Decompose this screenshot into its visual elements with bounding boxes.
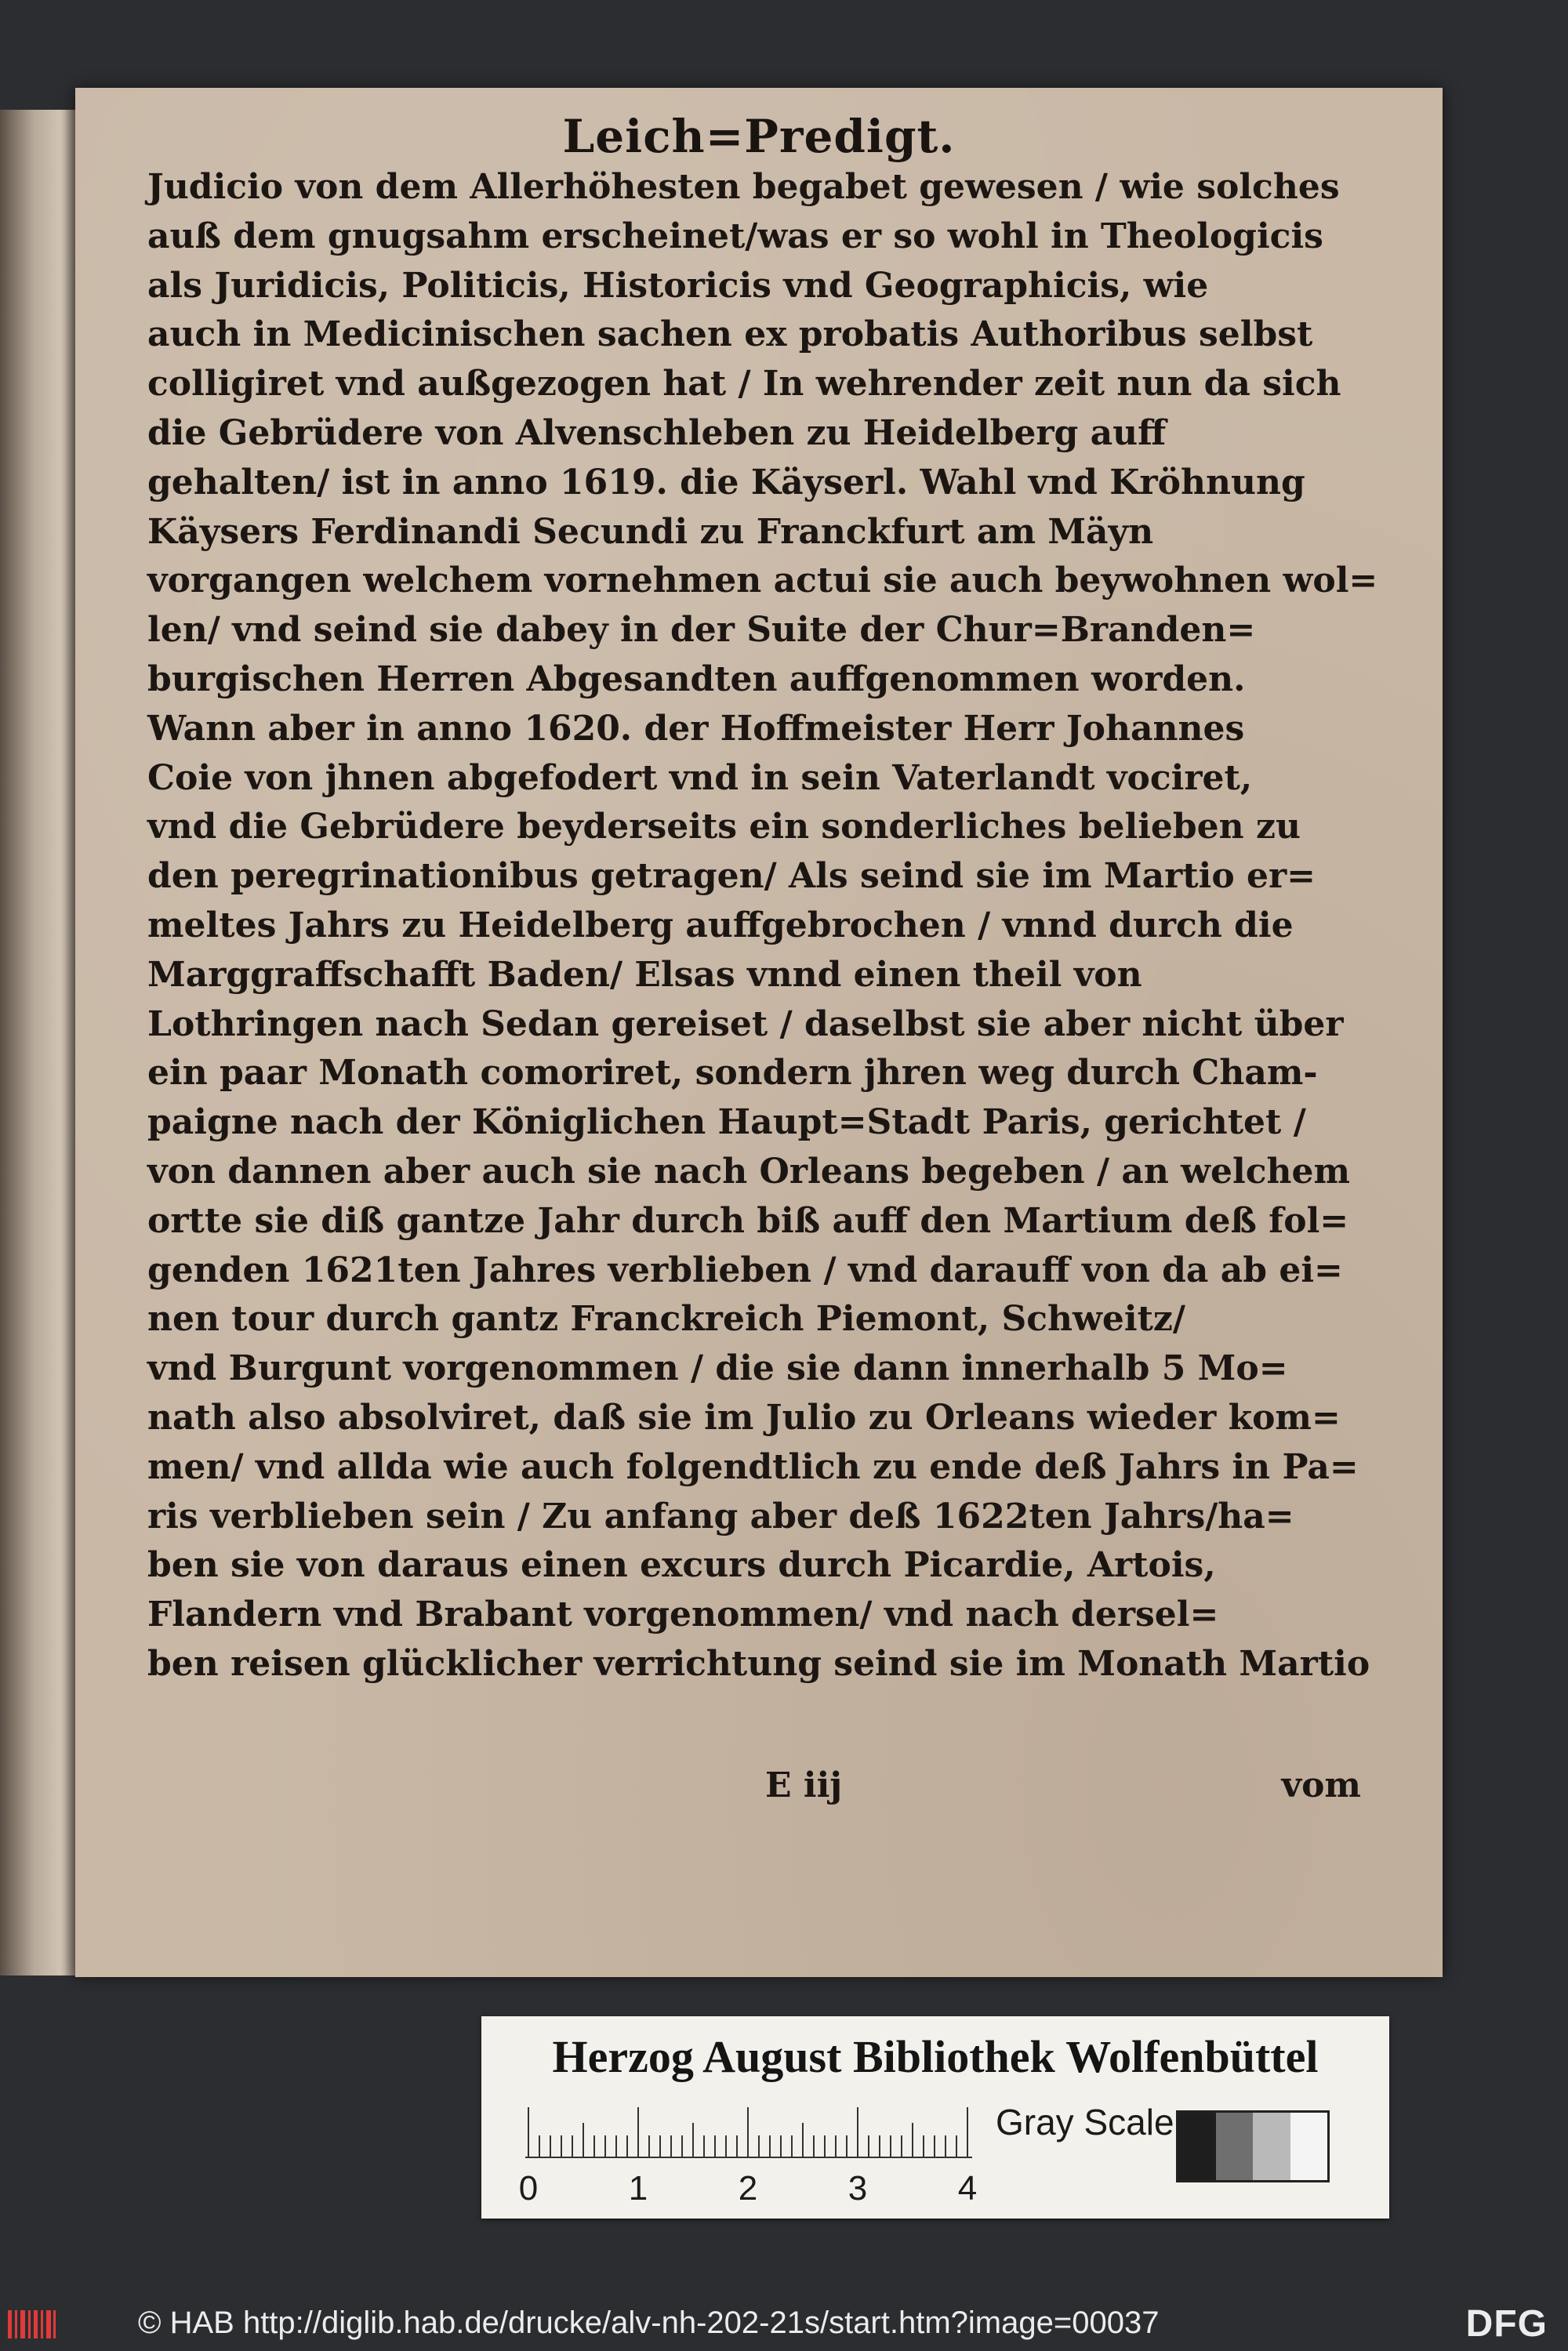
text-line: Flandern vnd Brabant vorgenommen/ vnd nach dersel=: [147, 1595, 1219, 1635]
running-header: Leich=Predigt.: [562, 110, 956, 163]
text-line: gehalten/ ist in anno 1619. die Käyserl. Wahl vnd Kröhnung: [147, 462, 1305, 502]
text-line: die Gebrüdere von Alvenschleben zu Heidelberg auff: [147, 412, 1167, 453]
text-line: Judicio von dem Allerhöhesten begabet gewesen / wie solches: [147, 167, 1340, 207]
text-line: ris verblieben sein / Zu anfang aber deß 1622ten Jahrs/ha=: [147, 1496, 1294, 1536]
text-line: den peregrinationibus getragen/ Als seind sie im Martio er=: [147, 856, 1316, 897]
ruler-number: 1: [628, 2169, 648, 2208]
text-line: meltes Jahrs zu Heidelberg auffgebrochen / vnnd durch die: [147, 905, 1294, 945]
ruler-scale: [518, 2102, 996, 2209]
ruler-number: 4: [957, 2169, 978, 2208]
text-line: ein paar Monath comoriret, sondern jhren weg durch Cham-: [147, 1053, 1318, 1094]
text-line: men/ vnd allda wie auch folgendtlich zu ende deß Jahrs in Pa=: [147, 1446, 1359, 1487]
copyright-url[interactable]: © HAB http://diglib.hab.de/drucke/alv-nh-202-21s/start.htm?image=00037: [138, 2306, 1160, 2340]
gray-scale-swatches: [1176, 2110, 1330, 2182]
document-page: [75, 88, 1443, 1977]
gray-swatch: [1216, 2113, 1254, 2180]
catchword: vom: [1281, 1765, 1361, 1805]
body-text: [147, 163, 1378, 1689]
text-line: paigne nach der Königlichen Haupt=Stadt Paris, gerichtet /: [147, 1102, 1306, 1143]
ruler-number: 3: [848, 2169, 868, 2208]
gray-swatch: [1253, 2113, 1290, 2180]
text-line: genden 1621ten Jahres verblieben / vnd darauff von da ab ei=: [147, 1250, 1343, 1290]
text-line: auch in Medicinischen sachen ex probatis Authoribus selbst: [147, 314, 1313, 355]
text-line: Marggraffschafft Baden/ Elsas vnnd einen theil von: [147, 954, 1142, 995]
dfg-logo: DFG: [1465, 2303, 1548, 2345]
text-line: nath also absolviret, daß sie im Julio zu Orleans wieder kom=: [147, 1397, 1341, 1438]
ruler-number: 2: [738, 2169, 758, 2208]
gray-scale-label: Gray Scale: [996, 2102, 1174, 2142]
signature-mark: E iij: [765, 1765, 843, 1805]
color-calibration-card: [481, 2016, 1389, 2219]
gray-swatch: [1178, 2113, 1216, 2180]
text-line: Coie von jhnen abgefodert vnd in sein Vaterlandt vociret,: [147, 757, 1253, 798]
text-line: Wann aber in anno 1620. der Hoffmeister Herr Johannes: [147, 708, 1245, 749]
ruler-number: 0: [518, 2169, 539, 2208]
text-line: Lothringen nach Sedan gereiset / daselbst sie aber nicht über: [147, 1003, 1344, 1044]
text-line: len/ vnd seind sie dabey in der Suite der Chur=Branden=: [147, 610, 1256, 651]
text-line: nen tour durch gantz Franckreich Piemont, Schweitz/: [147, 1299, 1185, 1340]
gray-swatch: [1290, 2113, 1328, 2180]
text-line: von dannen aber auch sie nach Orleans begeben / an welchem: [147, 1151, 1351, 1192]
text-line: als Juridicis, Politicis, Historicis vnd Geographicis, wie: [147, 265, 1209, 306]
text-line: ortte sie diß gantze Jahr durch biß auff den Martium deß fol=: [147, 1200, 1349, 1241]
text-line: vnd Burgunt vorgenommen / die sie dann innerhalb 5 Mo=: [147, 1348, 1288, 1389]
text-line: vorgangen welchem vornehmen actui sie auch beywohnen wol=: [147, 561, 1378, 601]
text-line: Käysers Ferdinandi Secundi zu Franckfurt am Mäyn: [147, 511, 1154, 552]
text-line: vnd die Gebrüdere beyderseits ein sonderliches belieben zu: [147, 807, 1301, 847]
text-line: ben reisen glücklicher verrichtung seind sie im Monath Martio: [147, 1643, 1370, 1684]
text-line: burgischen Herren Abgesandten auffgenommen worden.: [147, 658, 1246, 699]
text-line: auß dem gnugsahm erscheinet/was er so wohl in Theologicis: [147, 216, 1323, 256]
text-line: colligiret vnd außgezogen hat / In wehrender zeit nun da sich: [147, 364, 1341, 405]
viewer-footer: [0, 2295, 1568, 2351]
text-line: ben sie von daraus einen excurs durch Picardie, Artois,: [147, 1545, 1216, 1586]
library-name: Herzog August Bibliothek Wolfenbüttel: [552, 2031, 1319, 2082]
hab-barcode-icon: [8, 2310, 56, 2338]
